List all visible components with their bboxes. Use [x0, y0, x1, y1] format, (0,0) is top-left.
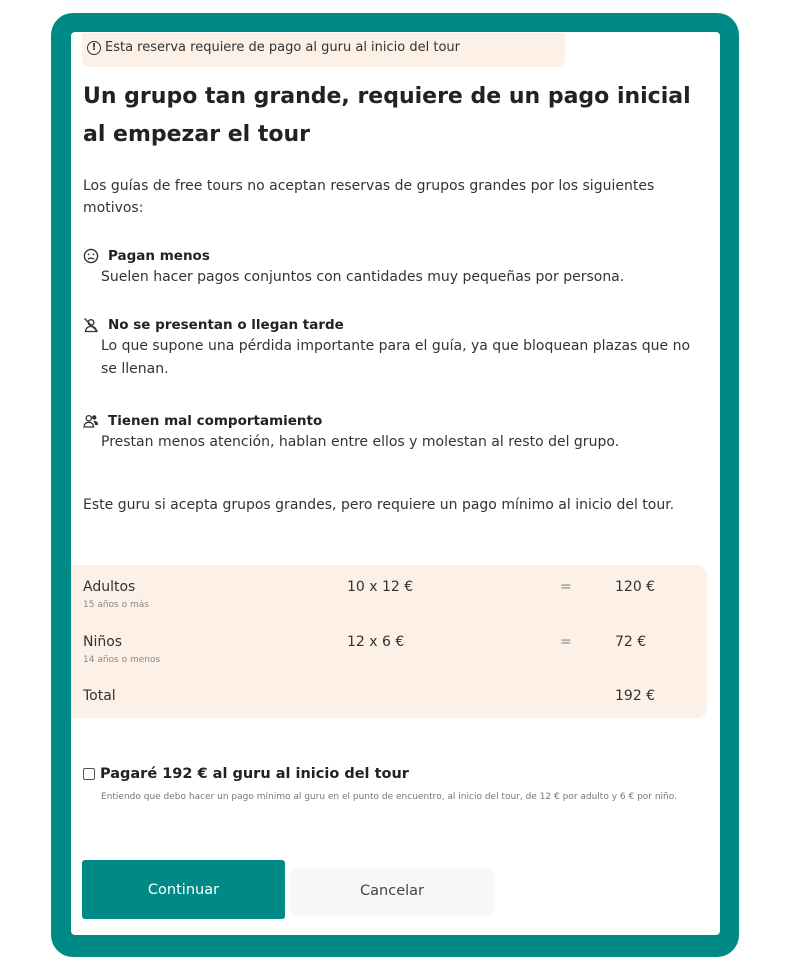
- page-title: Un grupo tan grande, requiere de un pago inicial al empezar el tour: [83, 84, 691, 147]
- reason-item: [83, 248, 703, 289]
- price-calc: 10 x 12 €: [347, 579, 414, 595]
- price-equals: =: [560, 634, 572, 650]
- user-off-icon: [83, 317, 99, 333]
- price-label: Adultos: [83, 579, 136, 595]
- agreement-checkbox-label[interactable]: [83, 766, 693, 782]
- reason-title: Pagan menos: [108, 248, 210, 264]
- reason-title: No se presentan o llegan tarde: [108, 317, 344, 333]
- notice-text: Esta reserva requiere de pago al guru al inicio del tour: [105, 40, 460, 55]
- reason-desc: Prestan menos atención, hablan entre ellos y molestan al resto del grupo.: [101, 434, 620, 450]
- intro-text: Los guías de free tours no aceptan reservas de grupos grandes por los siguientes motivos:: [83, 178, 655, 216]
- users-icon: [83, 413, 99, 429]
- reason-item: [83, 413, 703, 454]
- price-calc: 12 x 6 €: [347, 634, 405, 650]
- price-breakdown: [71, 565, 707, 718]
- total-label: Total: [83, 688, 116, 704]
- reason-title: Tienen mal comportamiento: [108, 413, 323, 429]
- price-sublabel: 14 años o menos: [83, 655, 161, 665]
- reason-desc: Lo que supone una pérdida importante para el guía, ya que bloquean plazas que no se llenan.: [101, 338, 691, 377]
- total-amount: 192 €: [615, 688, 656, 704]
- agreement-detail: Entiendo que debo hacer un pago mínimo al guru en el punto de encuentro, al inicio del tour, de 12 € por adulto y 6 € por niño.: [101, 792, 677, 802]
- payment-notice: [82, 33, 565, 67]
- exclamation-circle-icon: !: [87, 41, 101, 55]
- price-sublabel: 15 años o más: [83, 600, 149, 610]
- agreement-checkbox[interactable]: [83, 768, 95, 780]
- sad-face-icon: [83, 248, 99, 264]
- cancel-button[interactable]: Cancelar: [290, 868, 494, 913]
- price-label: Niños: [83, 634, 123, 650]
- continue-button[interactable]: Continuar: [82, 860, 285, 919]
- reason-desc: Suelen hacer pagos conjuntos con cantidades muy pequeñas por persona.: [101, 269, 625, 285]
- price-amount: 120 €: [615, 579, 656, 595]
- price-equals: =: [560, 579, 572, 595]
- agreement-label: Pagaré 192 € al guru al inicio del tour: [100, 766, 409, 782]
- price-amount: 72 €: [615, 634, 647, 650]
- reason-item: [83, 317, 703, 381]
- payment-agreement: [83, 766, 693, 806]
- outro-text: Este guru si acepta grupos grandes, pero requiere un pago mínimo al inicio del tour.: [83, 497, 675, 513]
